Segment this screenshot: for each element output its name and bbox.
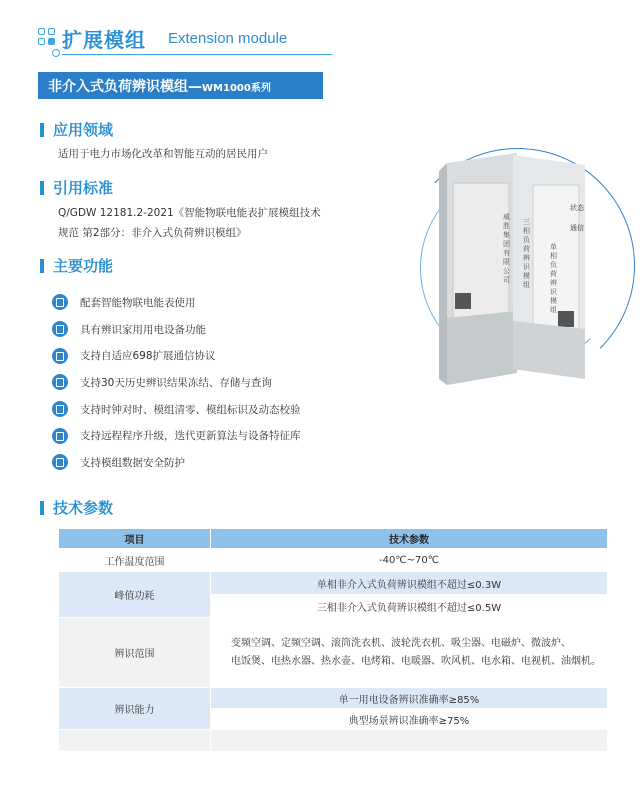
table-row: [59, 572, 608, 595]
product-banner: [38, 72, 323, 99]
banner-title: 非介入式负荷辨识模组—: [48, 79, 202, 95]
feature-item: 具有辨识家用用电设备功能: [52, 316, 372, 343]
table-row: [59, 730, 608, 752]
clock-icon: [52, 401, 68, 417]
row-label: 峰值功耗: [59, 572, 211, 618]
section-header: [38, 22, 318, 62]
row-value: -40℃~70℃: [211, 549, 608, 572]
header-dot: [52, 49, 60, 57]
right-module-text-3p: 三相负荷辨识模组: [523, 218, 530, 289]
protocol-icon: [52, 348, 68, 364]
feature-item: 支持时钟对时、模组清零、模组标识及动态校验: [52, 396, 372, 423]
standard-line-1: Q/GDW 12181.2-2021《智能物联电能表扩展模组技术: [58, 207, 321, 219]
row-value: [211, 618, 608, 688]
table-header: 技术参数: [211, 529, 608, 549]
status-label: 状态: [570, 204, 584, 212]
range-line-2: 电饭煲、电热水器、热水壶、电烤箱、电暖器、吹风机、电水箱、电视机、油烟机。: [231, 655, 601, 667]
table-row: [59, 618, 608, 688]
left-module-text: 威胜集团有限公司: [503, 213, 510, 284]
standard-text: [58, 203, 321, 243]
feature-item: 支持自适应698扩展通信协议: [52, 342, 372, 369]
shield-icon: [52, 454, 68, 470]
header-title-en: Extension module: [168, 30, 288, 47]
row-label: 辨识能力: [59, 688, 211, 730]
table-row: [59, 549, 608, 572]
comm-label: 通信: [570, 224, 584, 232]
row-value: 单相非介入式负荷辨识模组不超过≤0.3W: [211, 572, 608, 595]
row-value: 三相非介入式负荷辨识模组不超过≤0.5W: [211, 595, 608, 618]
row-label: 工作温度范围: [59, 549, 211, 572]
module-illustration: [395, 143, 643, 413]
right-module-text-1p: 单相负荷辨识模组: [550, 243, 557, 314]
application-text: 适用于电力市场化改革和智能互动的居民用户: [58, 148, 268, 160]
features-list: [52, 289, 372, 476]
header-title-cn: 扩展模组: [62, 28, 146, 52]
feature-item: 支持30天历史辨识结果冻结、存储与查询: [52, 369, 372, 396]
row-value: 单一用电设备辨识准确率≥85%: [211, 688, 608, 709]
upgrade-icon: [52, 428, 68, 444]
feature-item: 配套智能物联电能表使用: [52, 289, 372, 316]
range-line-1: 变频空调、定频空调、滚筒洗衣机、波轮洗衣机、吸尘器、电磁炉、微波炉、: [231, 637, 571, 649]
table-row: [59, 688, 608, 709]
standard-title: 引用标准: [40, 177, 113, 198]
feature-item: 支持远程程序升级，迭代更新算法与设备特征库: [52, 422, 372, 449]
specs-table: [58, 528, 608, 752]
device-icon: [52, 321, 68, 337]
header-underline: [62, 54, 332, 55]
row-value: 典型场景辨识准确率≥75%: [211, 709, 608, 730]
product-image: [395, 143, 643, 413]
features-title: 主要功能: [40, 255, 113, 276]
table-header: 项目: [59, 529, 211, 549]
feature-item: 支持模组数据安全防护: [52, 449, 372, 476]
table-header-row: [59, 529, 608, 549]
application-title: 应用领域: [40, 119, 113, 140]
meter-icon: [52, 294, 68, 310]
history-icon: [52, 374, 68, 390]
grid-icon: [38, 28, 58, 48]
standard-line-2: 规范 第2部分：非介入式负荷辨识模组》: [58, 227, 247, 239]
row-label: 辨识范围: [59, 618, 211, 688]
specs-title: 技术参数: [40, 497, 113, 518]
banner-series: WM1000系列: [202, 83, 271, 94]
